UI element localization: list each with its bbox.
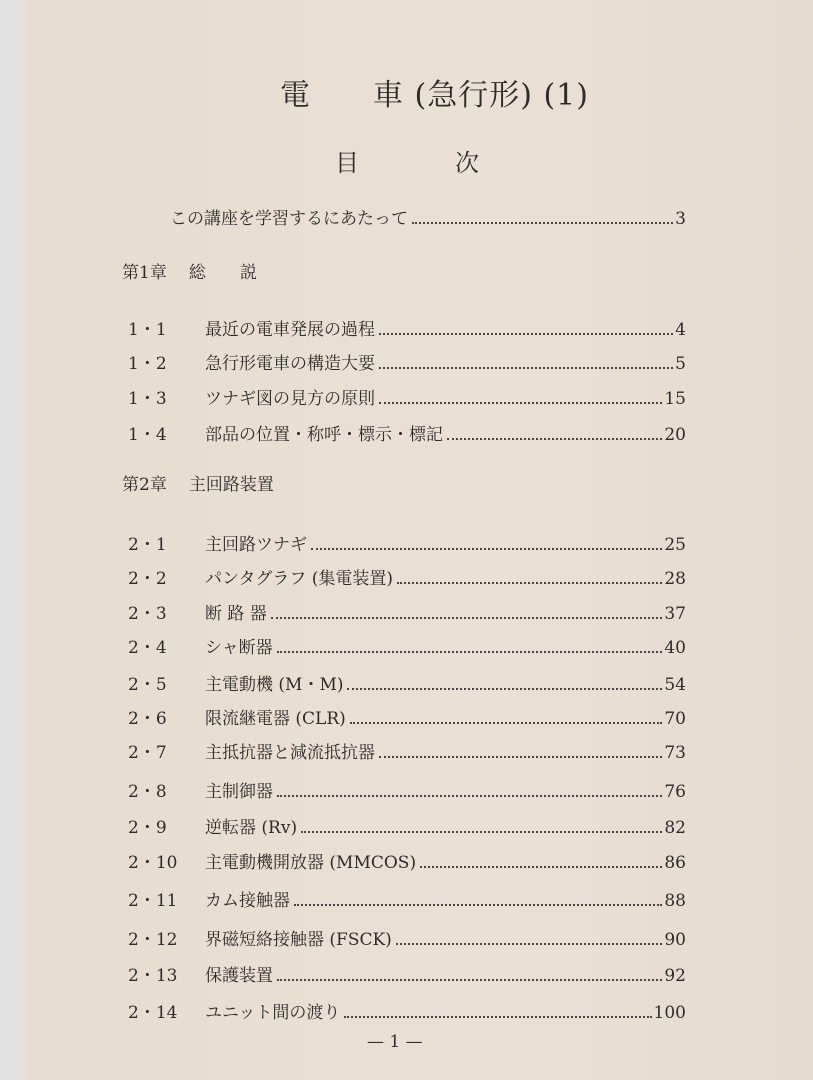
section-page: 90 (664, 930, 686, 950)
dot-leader (379, 756, 662, 758)
dot-leader (277, 795, 662, 797)
toc-entry (0, 848, 813, 874)
toc-entry (0, 530, 813, 556)
dot-leader (447, 438, 662, 440)
section-page: 4 (675, 320, 686, 340)
section-title: 急行形電車の構造大要 (205, 354, 375, 374)
section-page: 70 (664, 709, 686, 729)
section-title: 主電動機開放器 (MMCOS) (205, 853, 417, 873)
dot-leader (347, 688, 662, 690)
chapter-number: 第2章 (122, 475, 167, 495)
section-number: 2・13 (128, 966, 178, 986)
toc-entry (0, 599, 813, 625)
section-number: 2・5 (128, 675, 167, 695)
dot-leader (294, 904, 662, 906)
section-page: 73 (664, 743, 686, 763)
section-title: 限流継電器 (CLR) (205, 709, 346, 729)
section-title: 主抵抗器と減流抵抗器 (205, 743, 375, 763)
toc-heading: 目 次 (335, 149, 479, 177)
chapter-number: 第1章 (122, 263, 167, 283)
section-page: 76 (664, 782, 686, 802)
section-page: 100 (653, 1003, 686, 1023)
section-number: 2・7 (128, 743, 167, 763)
section-title: シャ断器 (205, 638, 273, 658)
section-number: 1・3 (128, 389, 167, 409)
toc-entry (0, 738, 813, 764)
section-number: 1・1 (128, 320, 167, 340)
section-title: 逆転器 (Rv) (205, 818, 298, 838)
section-page: 54 (664, 675, 686, 695)
toc-intro-row (0, 204, 813, 230)
section-number: 2・4 (128, 638, 167, 658)
dot-leader (397, 582, 662, 584)
dot-leader (277, 651, 663, 653)
dot-leader (277, 979, 662, 981)
section-number: 2・1 (128, 535, 167, 555)
toc-entry (0, 564, 813, 590)
section-number: 2・6 (128, 709, 167, 729)
toc-entry (0, 670, 813, 696)
section-number: 2・14 (128, 1003, 178, 1023)
section-page: 37 (664, 604, 686, 624)
dot-leader (311, 548, 662, 550)
section-number: 2・10 (128, 853, 178, 873)
intro-page: 3 (675, 209, 686, 229)
toc-entry (0, 349, 813, 375)
chapter-title: 総 説 (188, 263, 257, 283)
dot-leader (420, 866, 662, 868)
intro-title: この講座を学習するにあたって (170, 209, 408, 229)
section-title: 主回路ツナギ (205, 535, 307, 555)
section-number: 2・9 (128, 818, 167, 838)
dot-leader (412, 222, 673, 224)
page-number: — 1 — (367, 1032, 423, 1052)
toc-entry (0, 384, 813, 410)
section-page: 25 (664, 535, 686, 555)
section-number: 2・8 (128, 782, 167, 802)
section-title: パンタグラフ (集電装置) (205, 569, 393, 589)
section-title: 最近の電車発展の過程 (205, 320, 375, 340)
section-number: 1・2 (128, 354, 167, 374)
dot-leader (379, 367, 673, 369)
toc-entry (0, 998, 813, 1024)
section-number: 2・3 (128, 604, 167, 624)
section-page: 40 (664, 638, 686, 658)
toc-entry (0, 420, 813, 446)
section-title: カム接触器 (205, 891, 290, 911)
dot-leader (344, 1016, 651, 1018)
section-title: 主電動機 (M・M) (205, 675, 344, 695)
section-page: 92 (664, 966, 686, 986)
dot-leader (301, 831, 662, 833)
dot-leader (271, 617, 663, 619)
chapter-title: 主回路装置 (188, 475, 274, 495)
section-page: 86 (664, 853, 686, 873)
document-title: 電 車 (急行形) (1) (280, 78, 589, 113)
toc-entry (0, 777, 813, 803)
dot-leader (379, 402, 662, 404)
dot-leader (379, 333, 673, 335)
section-title: 部品の位置・称呼・標示・標記 (205, 425, 443, 445)
dot-leader (350, 722, 663, 724)
section-page: 5 (675, 354, 686, 374)
section-title: 断 路 器 (205, 604, 267, 624)
section-number: 2・2 (128, 569, 167, 589)
section-title: 主制御器 (205, 782, 273, 802)
section-title: 界磁短絡接触器 (FSCK) (205, 930, 392, 950)
section-title: 保護装置 (205, 966, 273, 986)
chapter-heading (122, 470, 274, 495)
toc-entry (0, 886, 813, 912)
toc-entry (0, 961, 813, 987)
section-page: 88 (664, 891, 686, 911)
section-page: 28 (664, 569, 686, 589)
section-number: 2・12 (128, 930, 178, 950)
dot-leader (396, 943, 663, 945)
toc-entry (0, 315, 813, 341)
toc-entry (0, 633, 813, 659)
toc-entry (0, 704, 813, 730)
section-title: ツナギ図の見方の原則 (205, 389, 375, 409)
section-number: 2・11 (128, 891, 178, 911)
section-page: 82 (664, 818, 686, 838)
section-page: 20 (664, 425, 686, 445)
section-number: 1・4 (128, 425, 167, 445)
chapter-heading (122, 258, 257, 283)
toc-entry (0, 925, 813, 951)
toc-entry (0, 813, 813, 839)
section-title: ユニット間の渡り (205, 1003, 341, 1023)
section-page: 15 (664, 389, 686, 409)
